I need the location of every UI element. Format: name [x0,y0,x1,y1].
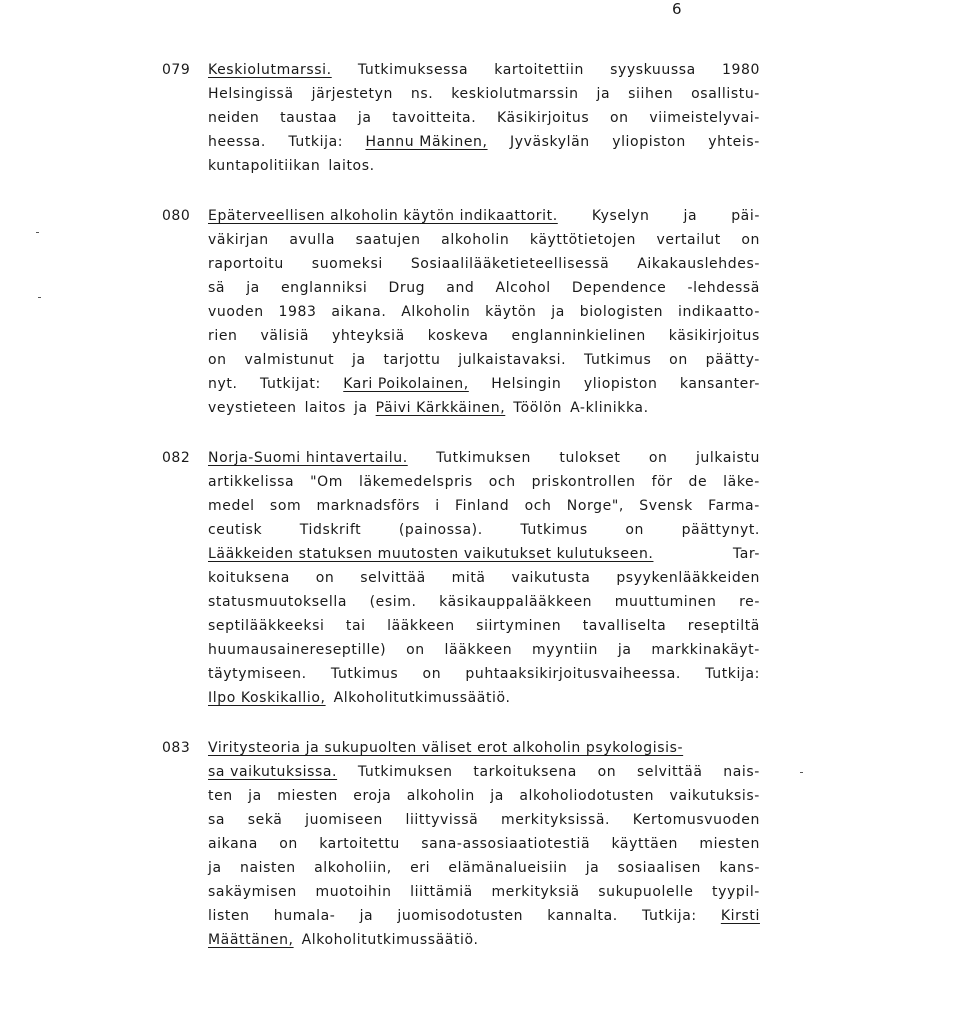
word: humala- [273,908,336,924]
word: päätty- [705,352,760,368]
word: Sosiaalilääketieteellisessä [410,256,610,272]
word: viimeistelyvai- [649,110,760,126]
word: englanninkielinen [511,328,646,344]
text-line [208,498,760,522]
text-line [208,450,760,474]
word: liittämiä [410,884,473,900]
text-line [208,280,760,304]
word: Tidskrift [299,522,362,538]
word: "Om [310,474,344,490]
word: ja [596,86,611,102]
word: ja [359,908,374,924]
word: muotoihin [315,884,392,900]
word: (esim. [369,594,417,610]
word: tyypil- [711,884,760,900]
entry-number: 079 [162,62,191,78]
text-line [208,642,760,666]
word: sukupuolelle [598,884,694,900]
word: välisiä [260,328,310,344]
underlined-phrase: Hannu Mäkinen, [365,134,488,150]
word: biologisten [579,304,664,320]
word: Tutkimus [583,352,652,368]
word: indikaatto- [677,304,760,320]
word: käsikauppalääkkeen [439,594,593,610]
word: laitos. [328,158,375,174]
text-line [208,690,760,714]
word: keskiolutmarssin [451,86,579,102]
text-line [208,352,760,376]
text-line [208,256,760,280]
word: lääkkeen [444,642,513,658]
word: tai [345,618,366,634]
word: ja [357,110,372,126]
word: ja [585,860,600,876]
word: Töölön [513,400,563,416]
word: Jyväskylän [509,134,590,150]
text-line [208,62,760,86]
word: raportoitu [208,256,284,272]
word: tulokset [559,450,621,466]
word: syyskuussa [610,62,696,78]
underlined-phrase: Viritysteoria ja sukupuolten väliset erot alkoholin psykologisis- [208,740,684,756]
text-line [208,594,760,618]
word: -lehdessä [687,280,760,296]
word: eri [410,860,431,876]
word: on [279,836,298,852]
word: sa [208,812,226,828]
word: ja [353,400,368,416]
text-line [208,666,760,690]
word: Tutkimus [520,522,588,538]
word: artikkelissa [208,474,295,490]
word: Tar- [732,546,760,562]
text-line [208,328,760,352]
text-line [208,86,760,110]
text-line [208,522,760,546]
word: koskeva [427,328,489,344]
word: julkaistu [695,450,760,466]
scan-speck [38,297,41,298]
word: heessa. [208,134,266,150]
word: kannalta. [547,908,618,924]
underlined-phrase: Kirsti [720,908,760,924]
word: Alkoholitutkimussäätiö. [333,690,511,706]
word: käytön [485,304,537,320]
word: miesten [277,788,338,804]
word: myyntiin [532,642,599,658]
word: kans- [719,860,760,876]
underlined-phrase: Lääkkeiden statuksen muutosten vaikutukset kulutukseen. [208,546,654,562]
text-line [208,788,760,812]
word: vuoden [208,304,264,320]
word: 1983 [278,304,317,320]
word: on [669,352,688,368]
word: käyttötietojen [529,232,636,248]
word: alkoholiin, [314,860,392,876]
word: juomisodotusten [397,908,524,924]
word: koituksena [208,570,290,586]
word: yliopiston [612,134,686,150]
word: vertailut [656,232,721,248]
word: avulla [289,232,336,248]
word: ja [246,280,260,296]
word: läke- [723,474,760,490]
page-number: 6 [672,0,683,18]
word: väkirjan [208,232,269,248]
word: ja [352,352,366,368]
word: ja [248,788,262,804]
word: Aikakauslehdes- [637,256,760,272]
text-line [208,908,760,932]
underlined-phrase: Kari Poikolainen, [343,376,469,392]
word: Helsingin [491,376,562,392]
scan-speck [36,232,39,233]
word: yhteyksiä [332,328,405,344]
word: huumausainereseptille) [208,642,387,658]
word: täytymiseen. [208,666,307,682]
word: Tutkija: [288,134,344,150]
underlined-phrase: Norja-Suomi hintavertailu. [208,450,408,466]
word: on [741,232,760,248]
word: tarkoituksena [473,764,577,780]
word: on [406,642,425,658]
entry-number: 083 [162,740,191,756]
text-line [208,110,760,134]
word: markkinakäyt- [651,642,760,658]
word: on [625,522,644,538]
text-line [208,546,760,570]
underlined-phrase: Määttänen, [208,932,294,948]
word: and [446,280,475,296]
text-line [208,812,760,836]
text-line [208,158,760,182]
word: ceutisk [208,522,263,538]
word: ja [683,208,698,224]
word: ns. [410,86,434,102]
text-line [208,932,760,956]
word: aikana [208,836,258,852]
word: Tutkimuksen [357,764,453,780]
word: Tutkimuksen [436,450,531,466]
word: käsikirjoitus [668,328,760,344]
entry-text [208,208,760,424]
word: järjestetyn [311,86,393,102]
word: Finland [455,498,510,514]
word: käyttäen [611,836,679,852]
word: och [524,498,552,514]
entry-number: 082 [162,450,191,466]
word: Svensk [639,498,693,514]
word: Kyselyn [591,208,650,224]
word: osallistu- [691,86,760,102]
word: päi- [731,208,760,224]
word: naisten [239,860,296,876]
word: tavoitteita. [392,110,477,126]
word: marknadsförs [316,498,420,514]
word: A-klinikka. [570,400,649,416]
underlined-phrase: Epäterveellisen alkoholin käytön indikaattorit. [208,208,558,224]
word: kuntapolitiikan [208,158,321,174]
word: saatujen [355,232,421,248]
word: kansanter- [679,376,760,392]
word: tarjottu [383,352,441,368]
word: Alkoholitutkimussäätiö. [301,932,479,948]
entry-text [208,450,760,714]
text-line [208,570,760,594]
underlined-phrase: Päivi Kärkkäinen, [375,400,506,416]
word: on [422,666,442,682]
word: sekä [247,812,283,828]
word: Tutkimus [330,666,399,682]
word: alkoholiodotusten [519,788,655,804]
entry-text [208,740,760,956]
word: kartoitettu [319,836,400,852]
word: (painossa). [398,522,483,538]
entry-number: 080 [162,208,191,224]
word: englanniksi [280,280,368,296]
text-line [208,208,760,232]
word: neiden [208,110,260,126]
word: ten [208,788,233,804]
entry-text [208,62,760,182]
word: septilääkkeeksi [208,618,325,634]
word: 1980 [721,62,760,78]
word: Tutkija: [705,666,760,682]
word: merkityksissä. [500,812,611,828]
text-line [208,474,760,498]
word: för [651,474,673,490]
word: Farma- [708,498,760,514]
text-line [208,740,760,764]
word: päättynyt. [681,522,760,538]
word: taustaa [280,110,338,126]
word: nais- [723,764,760,780]
word: Käsikirjoitus [497,110,590,126]
word: Norge", [566,498,624,514]
word: Alkoholin [401,304,471,320]
word: Alcohol [495,280,551,296]
word: on [648,450,668,466]
underlined-phrase: Ilpo Koskikallio, [208,690,326,706]
word: psyykenlääkkeiden [616,570,760,586]
word: Tutkimuksessa [357,62,469,78]
word: laitos [304,400,346,416]
word: aikana. [331,304,387,320]
word: nyt. [208,376,238,392]
word: muuttuminen [614,594,717,610]
word: julkaistavaksi. [458,352,567,368]
word: miesten [699,836,760,852]
word: juomiseen [305,812,383,828]
word: yhteis- [708,134,760,150]
underlined-phrase: sa vaikutuksissa. [208,764,338,780]
word: veystieteen [208,400,297,416]
word: listen [208,908,250,924]
word: selvittää [360,570,426,586]
word: sä [208,280,226,296]
text-line [208,400,760,424]
text-line [208,884,760,908]
text-line [208,764,760,788]
word: medel [208,498,255,514]
text-line [208,232,760,256]
word: eroja [353,788,392,804]
word: alkoholin [406,788,475,804]
word: merkityksiä [491,884,580,900]
text-line [208,304,760,328]
text-line [208,134,760,158]
word: on [208,352,227,368]
word: sosiaalisen [617,860,702,876]
word: rien [208,328,238,344]
word: puhtaaksikirjoitusvaiheessa. [465,666,681,682]
word: on [610,110,629,126]
word: mitä [451,570,486,586]
word: läkemedelspris [358,474,473,490]
word: yliopiston [583,376,658,392]
word: ja [490,788,504,804]
word: och [488,474,516,490]
word: Helsingissä [208,86,294,102]
word: reseptiltä [687,618,760,634]
word: ja [208,860,222,876]
text-line [208,618,760,642]
word: ja [551,304,565,320]
word: i [435,498,440,514]
word: on [315,570,335,586]
word: elämänalueisiin [448,860,568,876]
word: Kertomusvuoden [632,812,760,828]
word: vaikutuksis- [669,788,760,804]
word: sakäymisen [208,884,297,900]
word: Tutkija: [641,908,697,924]
word: suomeksi [311,256,383,272]
word: siirtyminen [476,618,562,634]
word: on [597,764,617,780]
word: kartoitettiin [494,62,584,78]
word: Tutkijat: [259,376,321,392]
word: som [269,498,302,514]
text-line [208,376,760,400]
word: priskontrollen [531,474,636,490]
word: Drug [388,280,426,296]
word: siihen [628,86,674,102]
text-line [208,860,760,884]
scan-speck [800,772,803,773]
word: sana-assosiaatiotestiä [421,836,591,852]
word: vaikutusta [511,570,591,586]
word: tavalliselta [582,618,667,634]
word: ja [617,642,632,658]
word: selvittää [637,764,703,780]
word: re- [739,594,760,610]
word: valmistunut [244,352,335,368]
word: statusmuutoksella [208,594,348,610]
word: lääkkeen [387,618,455,634]
text-line [208,836,760,860]
underlined-phrase: Keskiolutmarssi. [208,62,332,78]
word: liittyvissä [405,812,479,828]
word: de [688,474,708,490]
word: Dependence [571,280,667,296]
word: alkoholin [441,232,510,248]
